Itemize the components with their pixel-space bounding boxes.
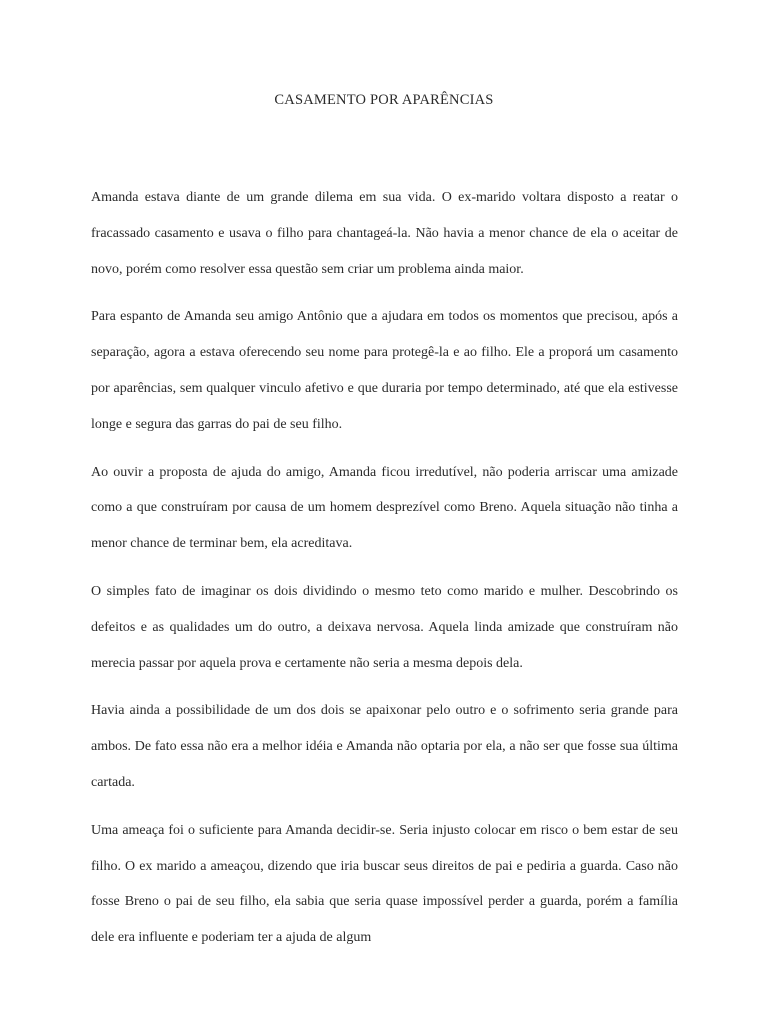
paragraph-5: Havia ainda a possibilidade de um dos dois se apaixonar pelo outro e o sofrimento seria grande para ambos. De fato essa não era a melhor idéia e Amanda não optaria por ela, a não ser que fosse sua última cartada. <box>91 703 678 790</box>
paragraph-6: Uma ameaça foi o suficiente para Amanda decidir-se. Seria injusto colocar em risco o bem estar de seu filho. O ex marido a ameaçou, dizendo que iria buscar seus direitos de pai e pediria a guarda. Caso não fosse Breno o pai de seu filho, ela sabia que seria quase impossível perder a guarda, porém a família dele era influente e poderiam ter a ajuda de algum <box>91 822 678 946</box>
paragraph-4: O simples fato de imaginar os dois dividindo o mesmo teto como marido e mulher. Descobrindo os defeitos e as qualidades um do outro, a deixava nervosa. Aquela linda amizade que construíram não merecia passar por aquela prova e certamente não seria a mesma depois dela. <box>91 583 678 671</box>
document-title: CASAMENTO POR APARÊNCIAS <box>274 92 494 108</box>
document-body <box>91 180 678 968</box>
paragraph-1: Amanda estava diante de um grande dilema em sua vida. O ex-marido voltara disposto a reatar o fracassado casamento e usava o filho para chantageá-la. Não havia a menor chance de ela o aceitar de novo, porém como resolver essa questão sem criar um problema ainda maior. <box>91 190 678 277</box>
paragraph-2: Para espanto de Amanda seu amigo Antônio que a ajudara em todos os momentos que precisou, após a separação, agora a estava oferecendo seu nome para protegê-la e ao filho. Ele a proporá um casamento por aparências, sem qualquer vinculo afetivo e que duraria por tempo determinado, até que ela estivesse longe e segura das garras do pai de seu filho. <box>91 309 678 432</box>
paragraph-3: Ao ouvir a proposta de ajuda do amigo, Amanda ficou irredutível, não poderia arriscar uma amizade como a que construíram por causa de um homem desprezível como Breno. Aquela situação não tinha a menor chance de terminar bem, ela acreditava. <box>91 464 678 552</box>
